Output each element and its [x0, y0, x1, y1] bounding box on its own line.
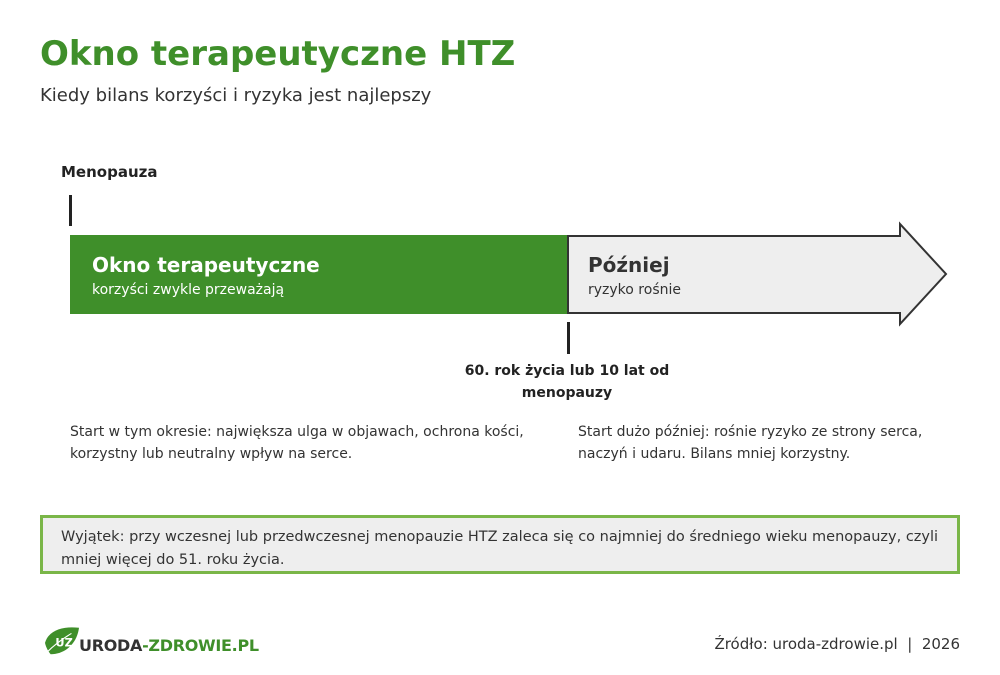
window-description: Start w tym okresie: największa ulga w objawach, ochrona kości, korzystny lub neutralny wpływ na serce.: [70, 424, 524, 462]
later-title: Później: [588, 253, 670, 277]
source-text: Źródło: uroda-zdrowie.pl | 2026: [714, 635, 960, 653]
page-subtitle: Kiedy bilans korzyści i ryzyka jest najlepszy: [40, 85, 432, 106]
menopause-label: Menopauza: [61, 163, 158, 181]
later-subtitle: ryzyko rośnie: [588, 282, 681, 298]
source-credit: [714, 635, 960, 653]
page-title: Okno terapeutyczne HTZ: [40, 34, 516, 74]
logo-part1: URODA: [79, 636, 143, 655]
exception-note: [40, 515, 960, 574]
logo-part2: -ZDROWIE.PL: [142, 636, 259, 655]
leaf-logo-icon: [42, 624, 82, 658]
logo-wordmark: [79, 636, 259, 655]
window-subtitle: korzyści zwykle przeważają: [92, 282, 285, 298]
window-title: Okno terapeutyczne: [92, 253, 320, 277]
exception-note-text: Wyjątek: przy wczesnej lub przedwczesnej menopauzie HTZ zaleca się co najmniej do średniego wieku menopauzy, czyli mniej więcej do 51. roku życia.: [61, 529, 939, 568]
threshold-marker: [567, 322, 570, 354]
threshold-label: 60. rok życia lub 10 lat od menopauzy: [464, 363, 670, 401]
later-description: Start dużo później: rośnie ryzyko ze strony serca, naczyń i udaru. Bilans mniej korzystny.: [578, 424, 923, 462]
logo-badge-text: UZ: [55, 635, 73, 650]
